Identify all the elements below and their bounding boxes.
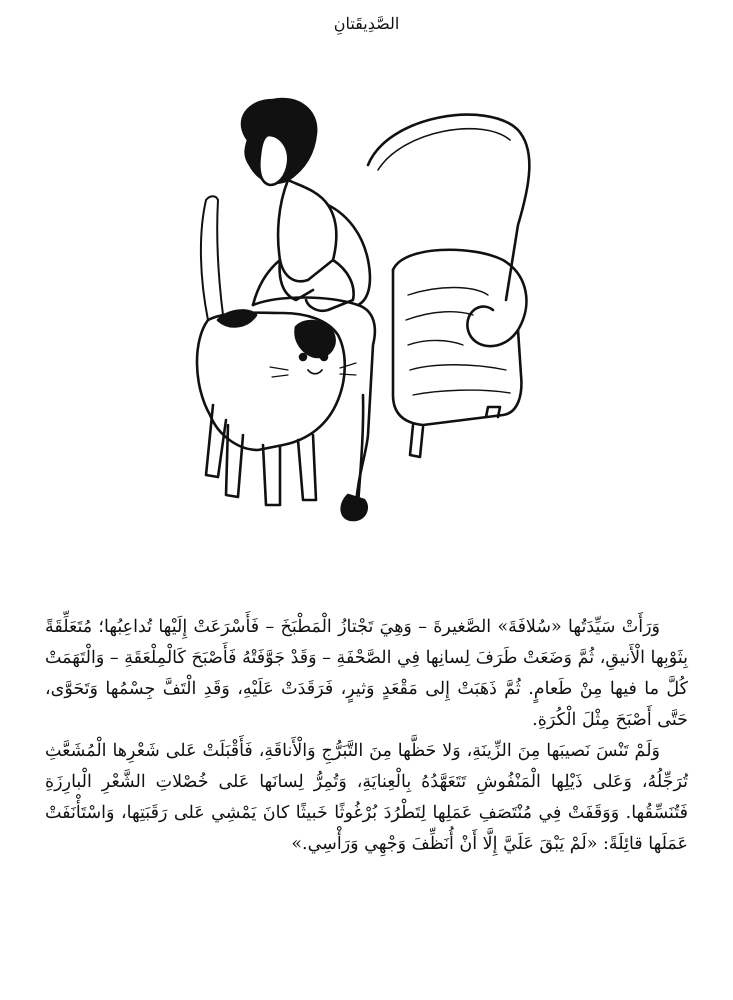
story-text	[45, 612, 688, 860]
woman-cat-armchair-illustration	[188, 95, 548, 530]
page-title: الصَّدِيقَتانِ	[333, 14, 400, 33]
cat-tail	[201, 200, 223, 320]
cat-leg	[226, 425, 243, 497]
woman-shoe	[342, 495, 367, 520]
woman-face	[259, 135, 288, 185]
paragraph: وَلَمْ تَنْسَ نَصيبَها مِنَ الزِّينَةِ، وَلا حَظَّها مِنَ التَّبَرُّجِ وَالْأَناقَةِ، فَأَقْبَلَتْ عَلى شَعْرِها الْمُشَعَّثِ تُرَجِّلُهُ، وَعَلى ذَيْلِها الْمَنْفُوشِ تَتَعَهَّدُهُ بِالْعِنايَةِ، وَتُمِرُّ لِسانَها عَلى خُصْلاتِ الشَّعْرِ الْبارِزَةِ فَتُنَسِّقُها. وَوَقَفَتْ فِي مُنْتَصَفِ عَمَلِها لِتَطْرُدَ بُرْغُوثًا خَبيثًا كانَ يَمْشِي عَلى رَقَبَتِها، وَاسْتَأْنَفَتْ عَمَلَها قائِلَةً: «لَمْ يَبْقَ عَلَيَّ إِلَّا أَنْ أُنَظِّفَ وَجْهِي وَرَأْسِي.»	[45, 741, 688, 854]
paragraph: وَرَأَتْ سَيِّدَتُها «سُلافَةَ» الصَّغيرةَ – وَهِيَ تَجْتازُ الْمَطْبَخَ – فَأَسْرَعَتْ إِلَيْها تُداعِبُها؛ مُتَعَلِّقَةً بِثَوْبِها الْأَنيقِ، ثُمَّ وَضَعَتْ طَرَفَ لِسانِها فِي الصَّحْفَةِ – وَقَدْ جَوَّفَتْهُ فَأَصْبَحَ كَالْمِلْعَقَةِ – وَالْتَهَمَتْ كُلَّ ما فيها مِنْ طَعامٍ. ثُمَّ ذَهَبَتْ إِلى مَقْعَدٍ وَثيرٍ، فَرَقَدَتْ عَلَيْهِ، وَقَدِ الْتَفَّ جِسْمُها وَتَحَوَّى، حَتَّى أَصْبَحَ مِثْلَ الْكُرَةِ.	[45, 617, 688, 730]
woman-dress	[278, 180, 336, 281]
armchair-leg	[410, 425, 423, 457]
